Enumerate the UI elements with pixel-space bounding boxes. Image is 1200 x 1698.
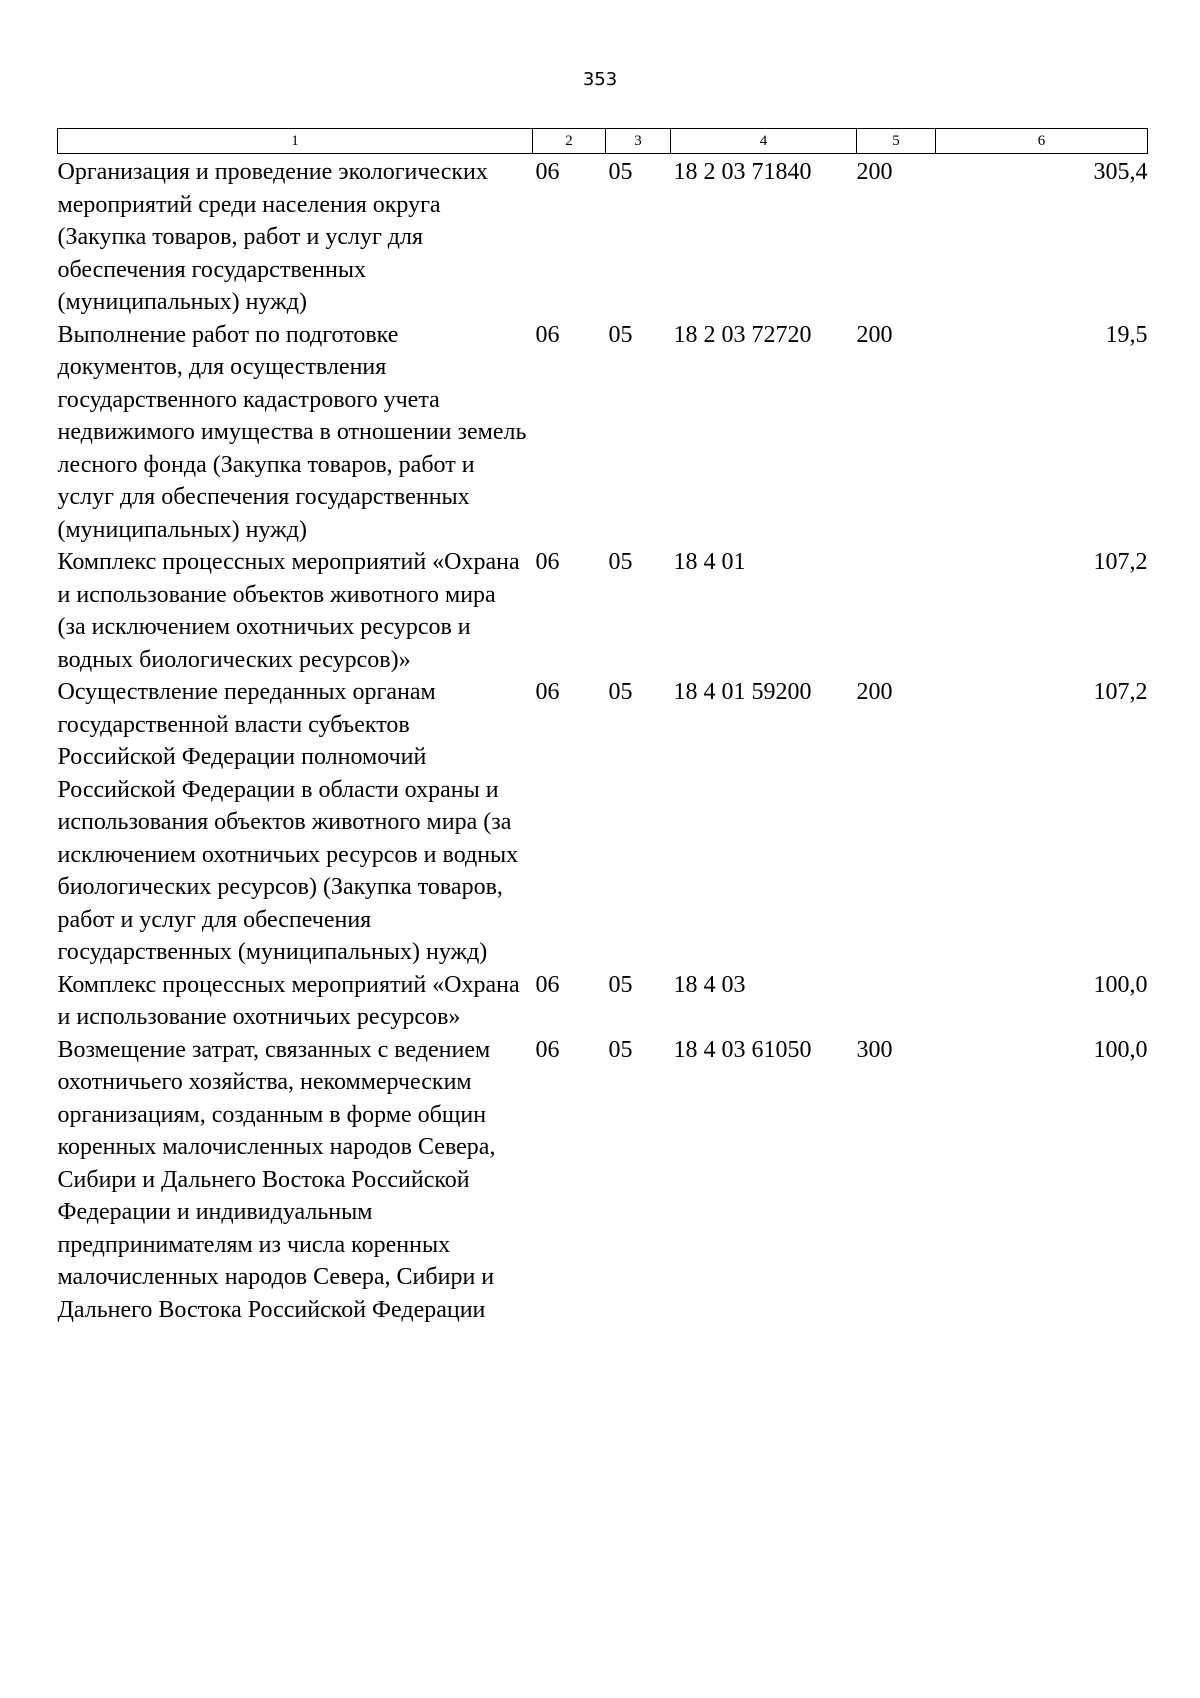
table-row bbox=[58, 1034, 1148, 1327]
row-target-article: 18 4 03 61050 bbox=[673, 1036, 812, 1063]
row-target-article: 18 2 03 71840 bbox=[673, 159, 812, 185]
row-expense-type: 200 bbox=[856, 679, 893, 705]
row-target-article: 18 4 01 bbox=[673, 549, 746, 575]
row-amount: 19,5 bbox=[1105, 321, 1148, 348]
row-section: 06 bbox=[535, 321, 560, 348]
row-amount: 305,4 bbox=[1093, 159, 1148, 185]
table-body bbox=[58, 154, 1148, 1327]
table-row bbox=[58, 546, 1148, 676]
header-col-4: 4 bbox=[671, 129, 857, 154]
table-row bbox=[58, 969, 1148, 1034]
budget-table bbox=[57, 128, 1148, 1326]
header-row bbox=[58, 129, 1148, 154]
row-description: Комплекс процессных мероприятий «Охрана и использование объектов животного мира (за исключением охотничьих ресурсов и водных биологических ресурсов)» bbox=[57, 549, 520, 673]
header-col-3: 3 bbox=[606, 129, 671, 154]
row-subsection: 05 bbox=[608, 549, 633, 575]
row-expense-type: 300 bbox=[856, 1036, 893, 1063]
page-number: 353 bbox=[582, 69, 618, 90]
row-description: Выполнение работ по подготовке документов, для осуществления государственного кадастрового учета недвижимого имущества в отношении земель лесного фонда (Закупка товаров, работ и услуг для обеспечения государственных (муниципальных) нужд) bbox=[57, 321, 527, 543]
row-section: 06 bbox=[535, 549, 560, 575]
row-subsection: 05 bbox=[608, 159, 633, 185]
row-subsection: 05 bbox=[608, 679, 633, 705]
row-target-article: 18 2 03 72720 bbox=[673, 321, 812, 348]
header-col-1: 1 bbox=[58, 129, 533, 154]
row-expense-type bbox=[857, 546, 936, 676]
row-amount: 107,2 bbox=[1093, 679, 1148, 705]
row-description: Организация и проведение экологических мероприятий среди населения округа (Закупка товаров, работ и услуг для обеспечения государственных (муниципальных) нужд) bbox=[57, 159, 488, 315]
row-description: Комплекс процессных мероприятий «Охрана и использование охотничьих ресурсов» bbox=[57, 971, 520, 1030]
table-row bbox=[58, 676, 1148, 969]
row-description: Осуществление переданных органам государственной власти субъектов Российской Федерации полномочий Российской Федерации в области охраны и использования объектов животного мира (за исключением охотничьих ресурсов и водных биологических ресурсов) (Закупка товаров, работ и услуг для обеспечения государственных (муниципальных) нужд) bbox=[57, 679, 519, 965]
row-description: Возмещение затрат, связанных с ведением охотничьего хозяйства, некоммерческим организациям, созданным в форме общин коренных малочисленных народов Севера, Сибири и Дальнего Востока Российской Федерации и индивидуальным предпринимателям из числа коренных малочисленных народов Севера, Сибири и Дальнего Востока Российской Федерации bbox=[57, 1036, 496, 1323]
row-section: 06 bbox=[535, 159, 560, 185]
row-target-article: 18 4 01 59200 bbox=[673, 679, 812, 705]
row-subsection: 05 bbox=[608, 971, 633, 998]
row-subsection: 05 bbox=[608, 321, 633, 348]
row-expense-type: 200 bbox=[856, 159, 893, 185]
header-col-5: 5 bbox=[857, 129, 936, 154]
row-target-article: 18 4 03 bbox=[673, 971, 746, 998]
table-header bbox=[58, 129, 1148, 154]
table-row bbox=[58, 319, 1148, 547]
row-amount: 100,0 bbox=[1093, 971, 1148, 998]
row-subsection: 05 bbox=[608, 1036, 633, 1063]
row-expense-type: 200 bbox=[856, 321, 893, 348]
header-col-2: 2 bbox=[533, 129, 606, 154]
row-section: 06 bbox=[535, 971, 560, 998]
row-amount: 107,2 bbox=[1093, 549, 1148, 575]
row-section: 06 bbox=[535, 1036, 560, 1063]
header-col-6: 6 bbox=[936, 129, 1148, 154]
row-section: 06 bbox=[535, 679, 560, 705]
row-expense-type bbox=[857, 969, 936, 1034]
row-amount: 100,0 bbox=[1093, 1036, 1148, 1063]
table-row bbox=[58, 154, 1148, 319]
